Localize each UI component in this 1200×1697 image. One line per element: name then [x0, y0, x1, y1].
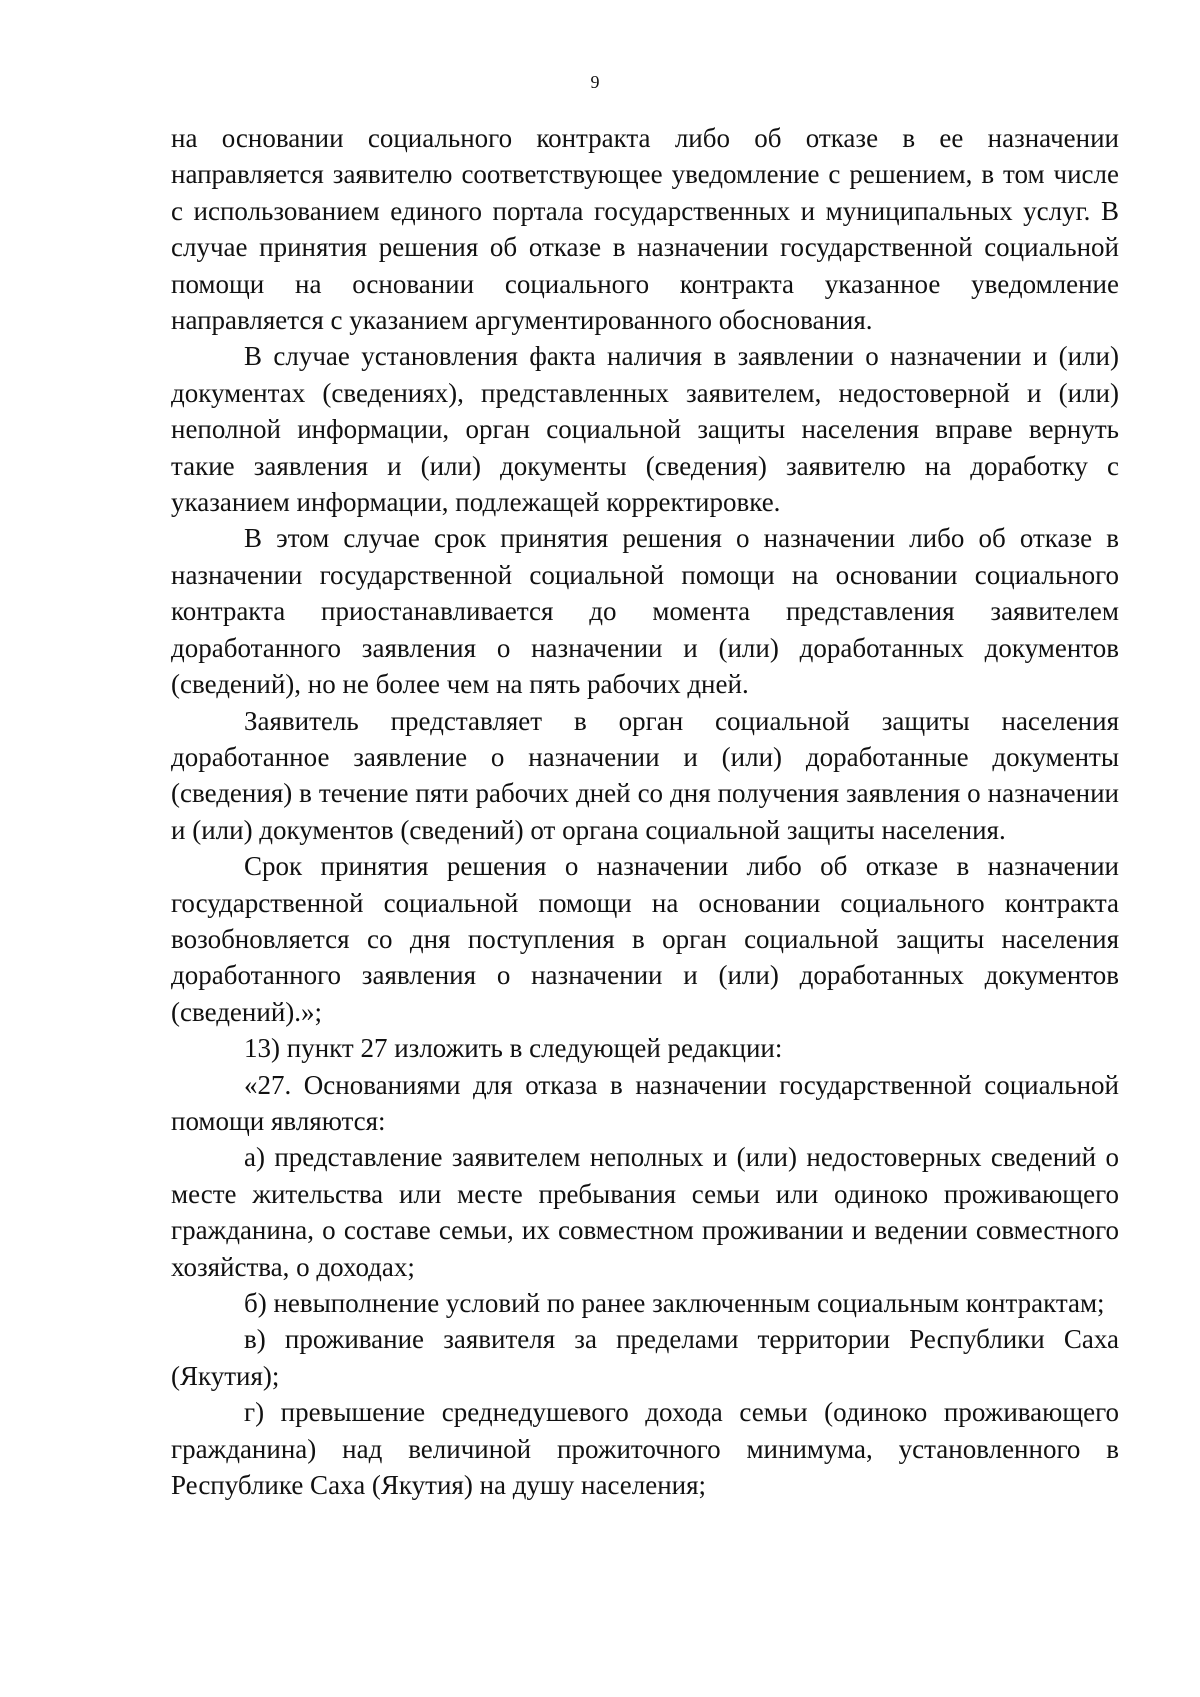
clause-subitem: а) представление заявителем неполных и (или) недостоверных сведений о месте жительства или месте пребывания семьи или одиноко проживающего гражданина, о составе семьи, их совместном проживании и ведении совместного хозяйства, о доходах;: [171, 1142, 1119, 1282]
clause-subitem: б) невыполнение условий по ранее заключенным социальным контрактам;: [244, 1288, 1105, 1318]
clause-subitem: г) превышение среднедушевого дохода семьи (одиноко проживающего гражданина) над величиной прожиточного минимума, установленного в Республике Саха (Якутия) на душу населения;: [171, 1397, 1119, 1501]
paragraph: Заявитель представляет в орган социальной защиты населения доработанное заявление о назначении и (или) доработанные документы (сведения) в течение пяти рабочих дней со дня получения заявления о назначении и (или) документов (сведений) от органа социальной защиты населения.: [171, 705, 1119, 845]
clause-heading: «27. Основаниями для отказа в назначении государственной социальной помощи являются:: [171, 1069, 1119, 1136]
document-body: [171, 120, 1119, 1503]
clause-subitem: в) проживание заявителя за пределами территории Республики Саха (Якутия);: [171, 1324, 1119, 1391]
paragraph: Срок принятия решения о назначении либо об отказе в назначении государственной социальной помощи на основании социального контракта возобновляется со дня поступления в орган социальной защиты населения доработанного заявления о назначении и (или) доработанных документов (сведений).»;: [171, 851, 1119, 1027]
page-number: 9: [590, 72, 600, 92]
paragraph: В случае установления факта наличия в заявлении о назначении и (или) документах (сведениях), представленных заявителем, недостоверной и (или) неполной информации, орган социальной защиты населения вправе вернуть такие заявления и (или) документы (сведения) заявителю на доработку с указанием информации, подлежащей корректировке.: [171, 341, 1119, 518]
paragraph: В этом случае срок принятия решения о назначении либо об отказе в назначении государственной социальной помощи на основании социального контракта приостанавливается до момента представления заявителем доработанного заявления о назначении и (или) доработанных документов (сведений), но не более чем на пять рабочих дней.: [171, 523, 1119, 700]
amendment-item: 13) пункт 27 изложить в следующей редакции:: [244, 1033, 783, 1064]
paragraph: на основании социального контракта либо об отказе в ее назначении направляется заявителю соответствующее уведомление с решением, в том числе с использованием единого портала государственных и муниципальных услуг. В случае принятия решения об отказе в назначении государственной социальной помощи на основании социального контракта указанное уведомление направляется с указанием аргументированного обоснования.: [171, 123, 1119, 336]
